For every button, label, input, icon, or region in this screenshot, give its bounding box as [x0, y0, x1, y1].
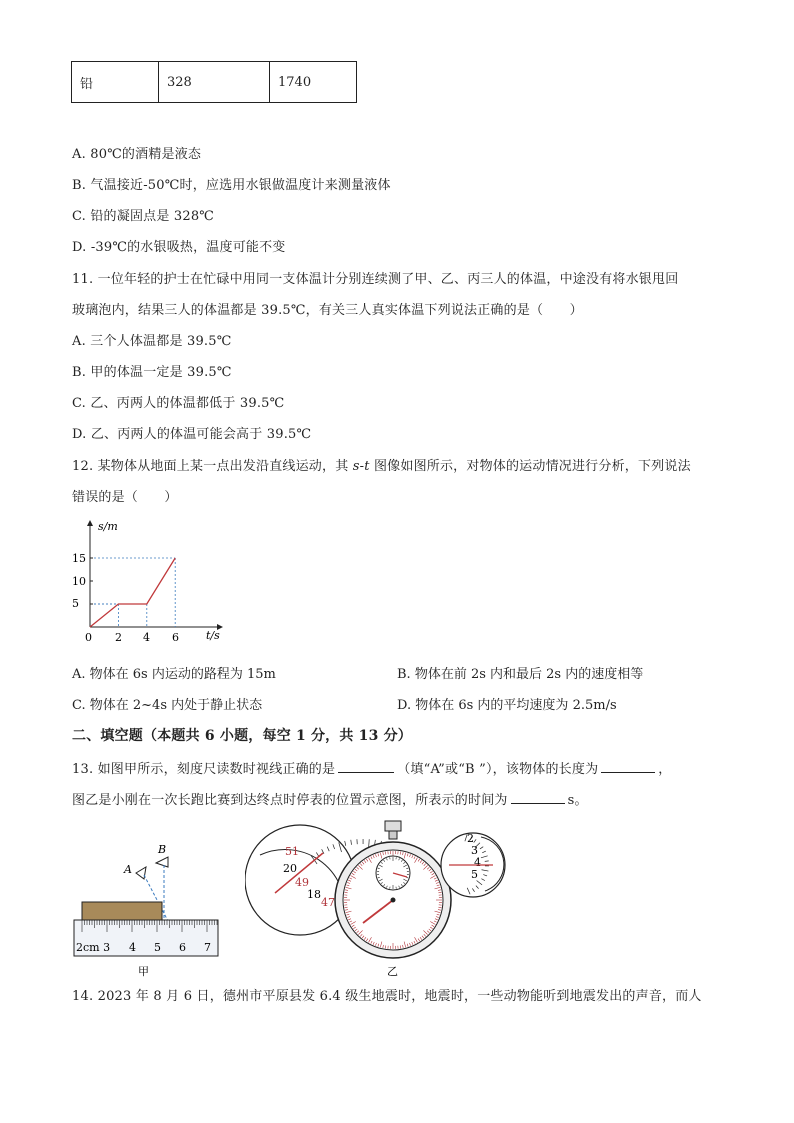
q12-option-c: C. 物体在 2~4s 内处于静止状态 [72, 698, 263, 713]
q13-text: s。 [567, 793, 588, 808]
table-cell: 1740 [270, 62, 357, 103]
table-cell: 铅 [72, 62, 159, 103]
ruler-figure [72, 835, 222, 980]
answer-blank[interactable] [338, 760, 394, 773]
stopwatch-figure [245, 815, 515, 980]
ruler-mark: 6 [179, 941, 186, 954]
q11-option-d: D. 乙、丙两人的体温可能会高于 39.5℃ [72, 427, 312, 442]
eye-a-icon [136, 867, 146, 879]
q13-text: 13. 如图甲所示，刻度尺读数时视线正确的是 [72, 762, 336, 777]
sub-scale-label: 5 [471, 868, 478, 881]
y-tick-label: 15 [72, 552, 86, 565]
st-graph [72, 515, 232, 645]
q12-option-a: A. 物体在 6s 内运动的路程为 15m [72, 667, 276, 682]
table-cell: 328 [159, 62, 270, 103]
magnified-tick [345, 841, 346, 846]
table-row [72, 62, 357, 103]
measured-object [82, 902, 162, 920]
x-tick-label: 6 [172, 631, 179, 644]
series-line [90, 558, 175, 627]
q11-stem-line2: 玻璃泡内，结果三人的体温都是 39.5℃，有关三人真实体温下列说法正确的是（ ） [72, 303, 583, 318]
sub-scale-label: 2 [467, 832, 474, 845]
q13-line1 [72, 758, 671, 777]
q10-option-a: A. 80℃的酒精是液态 [72, 147, 202, 162]
scale-label: 49 [295, 876, 309, 889]
q11-option-a: A. 三个人体温都是 39.5℃ [72, 334, 232, 349]
q12-option-d: D. 物体在 6s 内的平均速度为 2.5m/s [397, 698, 617, 713]
q10-option-b: B. 气温接近-50℃时，应选用水银做温度计来测量液体 [72, 178, 391, 193]
figure-caption-yi: 乙 [387, 965, 398, 978]
eye-b-label: B [158, 843, 167, 856]
st-symbol: s-t [352, 459, 370, 474]
origin-label: 0 [85, 631, 92, 644]
y-tick-label: 5 [72, 597, 79, 610]
scale-label: 47 [321, 896, 335, 909]
y-axis-label: s/m [98, 520, 118, 533]
x-tick-label: 4 [143, 631, 150, 644]
q10-option-c: C. 铅的凝固点是 328℃ [72, 209, 215, 224]
sub-scale-label: 4 [474, 856, 481, 869]
stopwatch-crown [385, 821, 401, 831]
ruler-mark: 5 [154, 941, 161, 954]
scale-label: 18 [307, 888, 321, 901]
q12-stem-part: 图像如图所示，对物体的运动情况进行分析，下列说法 [369, 459, 691, 474]
q13-text: （填“A”或“B ”），该物体的长度为 [397, 762, 599, 777]
dial-center [391, 898, 396, 903]
q13-line2 [72, 789, 588, 808]
q12-stem-line2: 错误的是（ ） [72, 490, 178, 505]
answer-blank[interactable] [511, 791, 565, 804]
figure-caption-jia: 甲 [138, 965, 149, 978]
ruler-mark: 7 [204, 941, 211, 954]
q12-stem-line1 [72, 455, 691, 474]
q12-stem-part: 12. 某物体从地面上某一点出发沿直线运动，其 [72, 459, 353, 474]
eye-b-icon [156, 857, 168, 867]
q13-text: ， [658, 762, 672, 777]
q11-stem-line1: 11. 一位年轻的护士在忙碌中用同一支体温计分别连续测了甲、乙、丙三人的体温，中途没有将水银甩回 [72, 272, 679, 287]
x-axis-label: t/s [206, 629, 220, 642]
q12-option-b: B. 物体在前 2s 内和最后 2s 内的速度相等 [397, 667, 644, 682]
stopwatch-stem [389, 831, 397, 839]
answer-blank[interactable] [601, 760, 655, 773]
section-heading: 二、填空题（本题共 6 小题，每空 1 分，共 13 分） [72, 728, 413, 744]
q14-line1: 14. 2023 年 8 月 6 日，德州市平原县发 6.4 级生地震时，地震时，一些动物能听到地震发出的声音，而人 [72, 989, 702, 1004]
eye-a-label: A [124, 863, 132, 876]
q11-option-b: B. 甲的体温一定是 39.5℃ [72, 365, 232, 380]
y-tick-label: 10 [72, 575, 86, 588]
ruler-mark: 2cm 3 [76, 941, 111, 954]
scale-label: 51 [285, 845, 299, 858]
sub-scale-label: 3 [471, 844, 478, 857]
q13-text: 图乙是小刚在一次长跑比赛到达终点时停表的位置示意图，所表示的时间为 [72, 793, 508, 808]
q11-option-c: C. 乙、丙两人的体温都低于 39.5℃ [72, 396, 285, 411]
material-table [71, 61, 357, 103]
x-tick-label: 2 [115, 631, 122, 644]
ruler-mark: 4 [129, 941, 136, 954]
q10-option-d: D. -39℃的水银吸热，温度可能不变 [72, 240, 286, 255]
scale-label: 20 [283, 862, 297, 875]
magnified-tick [351, 840, 352, 845]
